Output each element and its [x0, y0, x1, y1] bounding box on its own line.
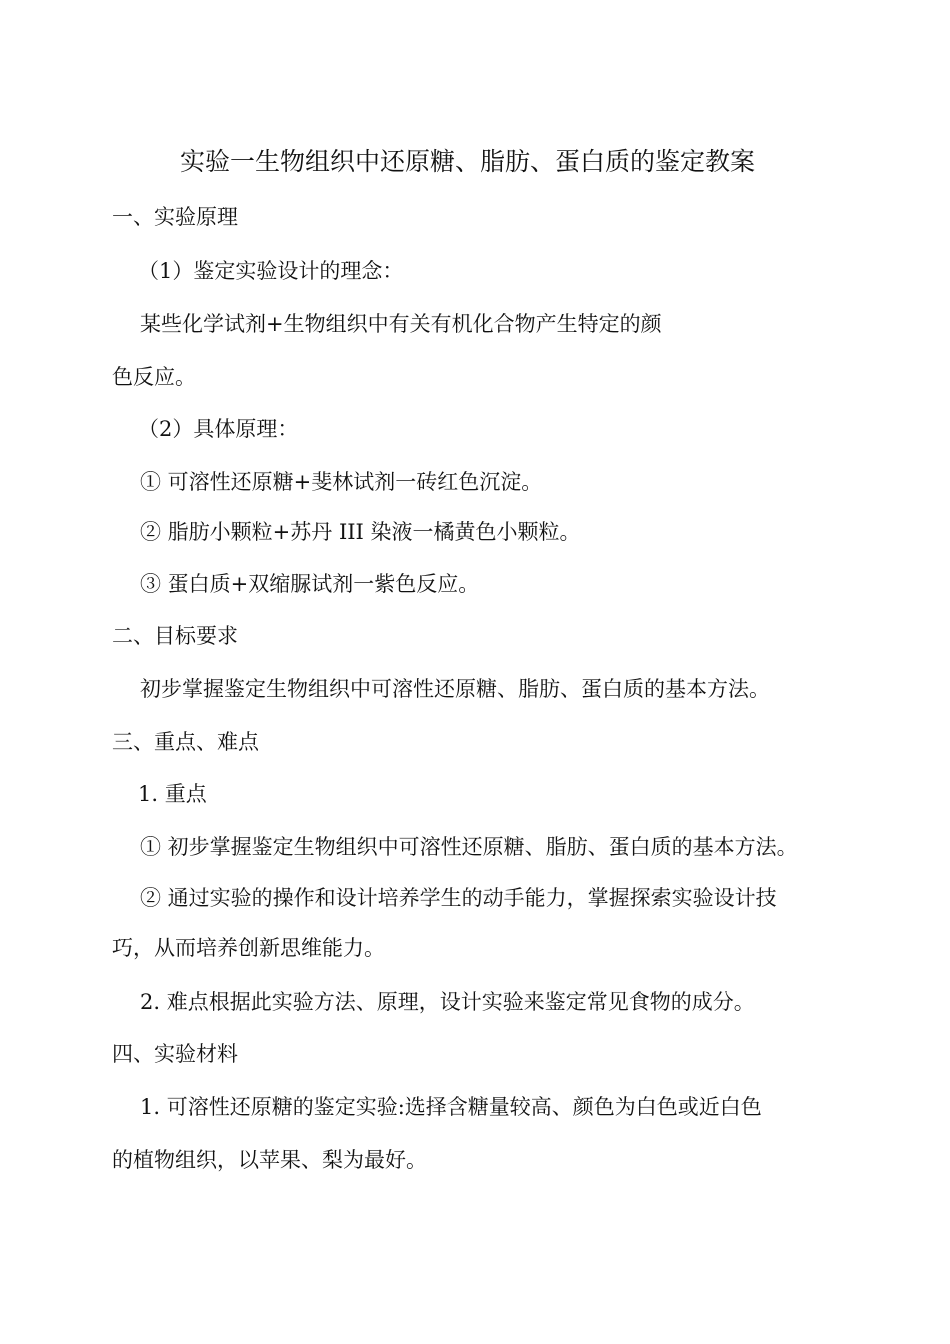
subheading-design-concept: （1）鉴定实验设计的理念： [138, 259, 404, 283]
list-item: 1. 重点 [138, 782, 207, 806]
section-heading-materials: 四、实验材料 [112, 1042, 238, 1066]
list-item: ② 脂肪小颗粒+苏丹 III 染液一橘黄色小颗粒。 [140, 520, 581, 544]
list-item: 1. 可溶性还原糖的鉴定实验:选择含糖量较高、颜色为白色或近白色 [140, 1095, 762, 1119]
list-item: ① 初步掌握鉴定生物组织中可溶性还原糖、脂肪、蛋白质的基本方法。 [140, 835, 798, 859]
list-item: ③ 蛋白质+双缩脲试剂一紫色反应。 [140, 572, 480, 596]
paragraph-line: 某些化学试剂+生物组织中有关有机化合物产生特定的颜 [140, 312, 662, 336]
list-item: ② 通过实验的操作和设计培养学生的动手能力，掌握探索实验设计技 [140, 886, 777, 910]
paragraph-line: 初步掌握鉴定生物组织中可溶性还原糖、脂肪、蛋白质的基本方法。 [140, 677, 770, 701]
section-heading-principle: 一、实验原理 [112, 205, 238, 229]
section-heading-key-points: 三、重点、难点 [112, 730, 259, 754]
document-title: 实验一生物组织中还原糖、脂肪、蛋白质的鉴定教案 [180, 147, 756, 176]
subheading-specific-principle: （2）具体原理： [138, 417, 299, 441]
paragraph-line: 色反应。 [112, 365, 196, 389]
paragraph-line: 的植物组织，以苹果、梨为最好。 [112, 1148, 427, 1172]
paragraph-line: 巧，从而培养创新思维能力。 [112, 936, 385, 960]
section-heading-objectives: 二、目标要求 [112, 624, 238, 648]
list-item: ① 可溶性还原糖+斐林试剂一砖红色沉淀。 [140, 470, 543, 494]
list-item: 2. 难点根据此实验方法、原理，设计实验来鉴定常见食物的成分。 [140, 990, 755, 1014]
